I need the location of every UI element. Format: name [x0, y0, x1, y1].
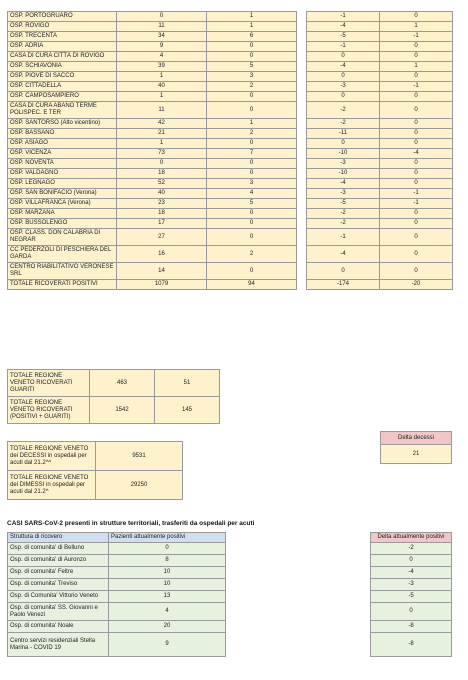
- delta-positive: -8: [371, 621, 452, 633]
- table-row: [8, 579, 226, 591]
- positive-count: 27: [117, 229, 207, 246]
- delta-positive: -4: [371, 567, 452, 579]
- hospital-delta-table: [306, 11, 453, 290]
- table-row: [8, 92, 297, 102]
- delta-intensive: 1: [380, 22, 453, 32]
- table-row: [371, 567, 452, 579]
- positive-count: 39: [117, 62, 207, 72]
- intensive-count: 2: [207, 82, 297, 92]
- hospital-name: OSP. CLASS. DON CALABRIA DI NEGRAR: [8, 229, 117, 246]
- total-value: 1542: [90, 397, 155, 424]
- total-delta-positive: -174: [307, 280, 380, 290]
- intensive-count: 0: [207, 92, 297, 102]
- table-row: [8, 42, 297, 52]
- delta-positive: 0: [371, 603, 452, 621]
- hospital-name: OSP. ASIAGO: [8, 139, 117, 149]
- delta-positive: -2: [371, 543, 452, 555]
- table-row: [307, 72, 453, 82]
- delta-intensive: -1: [380, 189, 453, 199]
- total-value: 145: [155, 397, 220, 424]
- delta-positive: 0: [307, 92, 380, 102]
- hospital-name: CASA DI CURA ABANO TERME POLISPEC. E TER: [8, 102, 117, 119]
- table-row: [371, 621, 452, 633]
- delta-deaths-header: Delta decessi: [381, 432, 452, 445]
- delta-positive: -2: [307, 102, 380, 119]
- table-row: [8, 62, 297, 72]
- table-row: [307, 219, 453, 229]
- delta-deaths-value: 21: [381, 445, 452, 464]
- delta-intensive: -1: [380, 32, 453, 42]
- hospital-name: OSP. CITTADELLA: [8, 82, 117, 92]
- territorial-delta-table: [370, 532, 452, 657]
- territorial-cases-heading: CASI SARS-CoV-2 presenti in strutture territoriali, trasferiti da ospedali per acuti: [7, 520, 255, 527]
- table-row: [8, 102, 297, 119]
- delta-positive: -3: [307, 82, 380, 92]
- hospital-name: OSP. VILLAFRANCA (Verona): [8, 199, 117, 209]
- table-row: [8, 591, 226, 603]
- delta-intensive: 1: [380, 62, 453, 72]
- table-row: [8, 52, 297, 62]
- delta-positive: -3: [307, 159, 380, 169]
- delta-intensive: 0: [380, 139, 453, 149]
- delta-positive: -4: [307, 179, 380, 189]
- positive-count: 21: [117, 129, 207, 139]
- hospital-name: OSP. PIOVE DI SACCO: [8, 72, 117, 82]
- table-row: [307, 263, 453, 280]
- hospital-name: OSP. MARZANA: [8, 209, 117, 219]
- territorial-cases-table: [7, 532, 226, 657]
- table-row: [8, 471, 183, 500]
- structure-name: Centro servizi residenziali Stella Marina - COVID 19: [8, 633, 109, 657]
- delta-positive: -4: [307, 22, 380, 32]
- table-row: [307, 32, 453, 42]
- delta-intensive: 0: [380, 159, 453, 169]
- delta-positive: 0: [307, 72, 380, 82]
- table-row: [371, 591, 452, 603]
- table-row: [8, 32, 297, 42]
- positive-count: 9: [109, 633, 226, 657]
- positive-count: 0: [109, 543, 226, 555]
- positive-count: 13: [109, 591, 226, 603]
- hospital-name: CASA DI CURA CITTÀ DI ROVIGO: [8, 52, 117, 62]
- intensive-count: 0: [207, 219, 297, 229]
- table-row: [371, 579, 452, 591]
- positive-count: 8: [109, 555, 226, 567]
- table-row: [8, 442, 183, 471]
- col-structure-header: Struttura di ricovero: [8, 533, 109, 543]
- total-label: TOTALE REGIONE VENETO RICOVERATI GUARITI: [8, 370, 90, 397]
- positive-count: 14: [117, 263, 207, 280]
- total-label: TOTALE REGIONE VENETO dei DECESSI in ospedali per acuti dal 21.2^^: [8, 442, 96, 471]
- table-row: [371, 633, 452, 657]
- positive-count: 1: [117, 139, 207, 149]
- hospital-name: OSP. PORTOGRUARO: [8, 12, 117, 22]
- total-row: [307, 280, 453, 290]
- hospital-name: OSP. VALDAGNO: [8, 169, 117, 179]
- positive-count: 17: [117, 219, 207, 229]
- intensive-count: 0: [207, 139, 297, 149]
- hospital-table: [7, 11, 297, 290]
- table-row: [307, 139, 453, 149]
- table-row: [307, 159, 453, 169]
- delta-positive: -4: [307, 62, 380, 72]
- positive-count: 0: [117, 159, 207, 169]
- delta-positive: -3: [307, 189, 380, 199]
- delta-intensive: 0: [380, 52, 453, 62]
- structure-name: Osp. di Comunita' Vittorio Veneto: [8, 591, 109, 603]
- total-label: TOTALE RICOVERATI POSITIVI: [8, 280, 117, 290]
- total-label: TOTALE REGIONE VENETO RICOVERATI (POSITIVI + GUARITI): [8, 397, 90, 424]
- positive-count: 42: [117, 119, 207, 129]
- delta-positive: -10: [307, 149, 380, 159]
- table-row: [307, 246, 453, 263]
- delta-positive: -2: [307, 219, 380, 229]
- intensive-count: 0: [207, 229, 297, 246]
- positive-count: 10: [109, 567, 226, 579]
- table-row: [8, 633, 226, 657]
- table-row: [8, 189, 297, 199]
- delta-intensive: 0: [380, 129, 453, 139]
- hospital-name: OSP. VICENZA: [8, 149, 117, 159]
- delta-deaths-table: [380, 431, 452, 464]
- hospital-name: CC PEDERZOLI DI PESCHIERA DEL GARDA: [8, 246, 117, 263]
- total-intensive: 94: [207, 280, 297, 290]
- table-row: [8, 129, 297, 139]
- intensive-count: 1: [207, 22, 297, 32]
- positive-count: 4: [109, 603, 226, 621]
- intensive-count: 5: [207, 199, 297, 209]
- total-label: TOTALE REGIONE VENETO dei DIMESSI in ospedali per acuti dal 21.2^: [8, 471, 96, 500]
- positive-count: 18: [117, 209, 207, 219]
- table-row: [371, 543, 452, 555]
- positive-count: 40: [117, 82, 207, 92]
- table-row: [8, 22, 297, 32]
- hospital-name: OSP. ROVIGO: [8, 22, 117, 32]
- intensive-count: 6: [207, 32, 297, 42]
- table-row: [8, 246, 297, 263]
- intensive-count: 2: [207, 129, 297, 139]
- hospital-name: OSP. CAMPOSAMPIERO: [8, 92, 117, 102]
- table-row: [307, 209, 453, 219]
- intensive-count: 3: [207, 179, 297, 189]
- delta-positive: 0: [307, 139, 380, 149]
- intensive-count: 0: [207, 102, 297, 119]
- hospital-name: OSP. SANTORSO (Alto vicentino): [8, 119, 117, 129]
- hospital-name: CENTRO RIABILITATIVO VERONESE SRL: [8, 263, 117, 280]
- hospital-name: OSP. SAN BONIFACIO (Verona): [8, 189, 117, 199]
- table-row: [8, 149, 297, 159]
- intensive-count: 0: [207, 169, 297, 179]
- intensive-count: 0: [207, 42, 297, 52]
- intensive-count: 0: [207, 263, 297, 280]
- delta-intensive: 0: [380, 209, 453, 219]
- table-row: [307, 82, 453, 92]
- positive-count: 23: [117, 199, 207, 209]
- delta-intensive: 0: [380, 12, 453, 22]
- structure-name: Osp. di comunita' Feltre: [8, 567, 109, 579]
- delta-positive: -8: [371, 633, 452, 657]
- table-row: [8, 543, 226, 555]
- positive-count: 40: [117, 189, 207, 199]
- delta-positive: -3: [371, 579, 452, 591]
- table-row: [307, 119, 453, 129]
- structure-name: Osp. di comunita' di Auronzo: [8, 555, 109, 567]
- intensive-count: 0: [207, 52, 297, 62]
- delta-positive: 0: [307, 263, 380, 280]
- total-value: 9531: [96, 442, 183, 471]
- intensive-count: 2: [207, 246, 297, 263]
- intensive-count: 3: [207, 72, 297, 82]
- hospital-name: OSP. SCHIAVONIA: [8, 62, 117, 72]
- table-row: [8, 82, 297, 92]
- intensive-count: 4: [207, 189, 297, 199]
- table-row: [307, 169, 453, 179]
- table-row: [8, 169, 297, 179]
- table-row: [8, 159, 297, 169]
- structure-name: Osp. di comunita' Treviso: [8, 579, 109, 591]
- table-row: [8, 199, 297, 209]
- structure-name: Osp. di comunita' SS. Giovanni e Paolo Venezi: [8, 603, 109, 621]
- hospital-name: OSP. TRECENTA: [8, 32, 117, 42]
- table-row: [8, 229, 297, 246]
- positive-count: 1: [117, 72, 207, 82]
- table-row: [307, 42, 453, 52]
- total-positive: 1079: [117, 280, 207, 290]
- totals-deaths-discharged-table: [7, 441, 183, 500]
- table-row: [8, 72, 297, 82]
- delta-intensive: 0: [380, 246, 453, 263]
- table-row: [371, 555, 452, 567]
- table-row: [8, 12, 297, 22]
- delta-positive: -2: [307, 209, 380, 219]
- delta-positive: 0: [307, 52, 380, 62]
- delta-positive: -10: [307, 169, 380, 179]
- table-row: [8, 219, 297, 229]
- table-row: [371, 603, 452, 621]
- positive-count: 11: [117, 102, 207, 119]
- delta-positive: -1: [307, 42, 380, 52]
- positive-count: 1: [117, 92, 207, 102]
- total-value: 29250: [96, 471, 183, 500]
- total-value: 51: [155, 370, 220, 397]
- hospital-name: OSP. NOVENTA: [8, 159, 117, 169]
- hospital-name: OSP. ADRIA: [8, 42, 117, 52]
- positive-count: 52: [117, 179, 207, 189]
- delta-positive: -1: [307, 12, 380, 22]
- delta-positive: -2: [307, 119, 380, 129]
- delta-intensive: 0: [380, 119, 453, 129]
- positive-count: 73: [117, 149, 207, 159]
- structure-name: Osp. di comunita' Noale: [8, 621, 109, 633]
- structure-name: Osp. di comunita' di Belluno: [8, 543, 109, 555]
- hospital-name: OSP. LEGNAGO: [8, 179, 117, 189]
- col-positive-header: Pazienti attualmente positivi: [109, 533, 226, 543]
- total-row: [8, 280, 297, 290]
- table-row: [307, 189, 453, 199]
- table-row: [8, 370, 220, 397]
- table-row: [307, 92, 453, 102]
- totals-recovered-table: [7, 369, 220, 424]
- delta-intensive: 0: [380, 72, 453, 82]
- table-row: [307, 102, 453, 119]
- delta-intensive: -1: [380, 82, 453, 92]
- table-row: [8, 263, 297, 280]
- table-row: [8, 603, 226, 621]
- delta-positive: -5: [307, 199, 380, 209]
- table-row: [8, 139, 297, 149]
- intensive-count: 7: [207, 149, 297, 159]
- delta-intensive: 0: [380, 179, 453, 189]
- delta-intensive: 0: [380, 102, 453, 119]
- table-row: [8, 555, 226, 567]
- table-row: [307, 129, 453, 139]
- positive-count: 9: [117, 42, 207, 52]
- intensive-count: 1: [207, 12, 297, 22]
- intensive-count: 0: [207, 209, 297, 219]
- table-row: [307, 199, 453, 209]
- table-row: [8, 209, 297, 219]
- hospital-name: OSP. BASSANO: [8, 129, 117, 139]
- delta-positive: -11: [307, 129, 380, 139]
- table-row: [8, 397, 220, 424]
- total-value: 463: [90, 370, 155, 397]
- delta-intensive: 0: [380, 263, 453, 280]
- positive-count: 11: [117, 22, 207, 32]
- positive-count: 20: [109, 621, 226, 633]
- delta-positive: 0: [371, 555, 452, 567]
- total-delta-intensive: -20: [380, 280, 453, 290]
- positive-count: 4: [117, 52, 207, 62]
- positive-count: 0: [117, 12, 207, 22]
- delta-intensive: 0: [380, 42, 453, 52]
- positive-count: 16: [117, 246, 207, 263]
- delta-positive: -4: [307, 246, 380, 263]
- delta-intensive: -4: [380, 149, 453, 159]
- intensive-count: 5: [207, 62, 297, 72]
- table-row: [307, 52, 453, 62]
- table-row: [307, 62, 453, 72]
- delta-intensive: 0: [380, 92, 453, 102]
- table-row: [307, 12, 453, 22]
- delta-positive-header: Delta attualmente positivi: [371, 533, 452, 543]
- table-row: [8, 621, 226, 633]
- table-row: [8, 179, 297, 189]
- hospital-name: OSP. BUSSOLENGO: [8, 219, 117, 229]
- delta-intensive: 0: [380, 219, 453, 229]
- delta-intensive: -1: [380, 199, 453, 209]
- table-row: [307, 149, 453, 159]
- table-row: [307, 22, 453, 32]
- delta-positive: -1: [307, 229, 380, 246]
- intensive-count: 1: [207, 119, 297, 129]
- table-row: [307, 179, 453, 189]
- table-row: [307, 229, 453, 246]
- positive-count: 34: [117, 32, 207, 42]
- delta-intensive: 0: [380, 169, 453, 179]
- delta-positive: -5: [307, 32, 380, 42]
- intensive-count: 0: [207, 159, 297, 169]
- delta-positive: -5: [371, 591, 452, 603]
- table-row: [8, 567, 226, 579]
- positive-count: 18: [117, 169, 207, 179]
- positive-count: 10: [109, 579, 226, 591]
- table-row: [8, 119, 297, 129]
- delta-intensive: 0: [380, 229, 453, 246]
